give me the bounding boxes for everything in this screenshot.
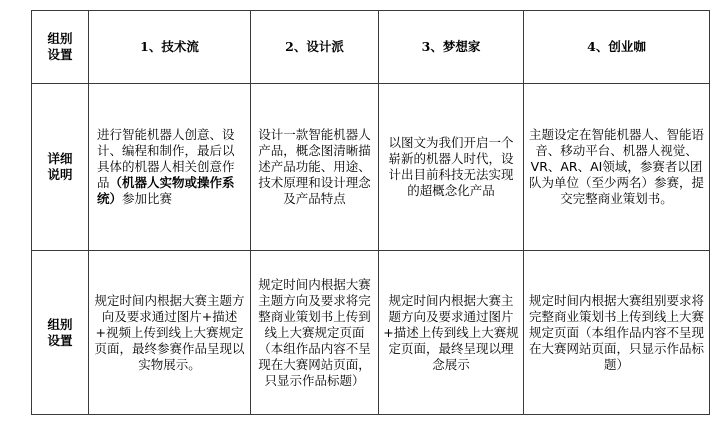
detail-cell-tech-tail-text: 参加比赛 (122, 191, 173, 206)
group-cell-tech (89, 251, 251, 415)
group-row-header-line-2: 设置 (47, 332, 73, 348)
group-cell-tech-text: 规定时间内根据大赛主题方向及要求通过图片+描述+视频上传到线上大赛规定页面，最终参赛作品呈现以实物展示。 (94, 292, 245, 372)
detail-row (32, 84, 710, 251)
corner-header-line-1: 组别 (47, 31, 73, 46)
column-header-tech: 1、技术流 (89, 11, 251, 84)
column-header-startup: 4、创业咖 (524, 11, 710, 84)
header-row (32, 11, 710, 84)
detail-row-header-line-2: 说明 (47, 167, 73, 182)
detail-cell-dream-text: 以图文为我们开启一个崭新的机器人时代，设计出目前科技无法实现的超概念化产品 (388, 135, 514, 198)
detail-cell-startup (524, 84, 710, 251)
detail-cell-tech-bold-text: （机器人实物或操作系统） (97, 175, 235, 206)
detail-row-header-line-1: 详细 (47, 151, 73, 166)
group-cell-design-text: 规定时间内根据大赛主题方向及要求将完整商业策划书上传到线上大赛规定页面（本组作品内容不呈现在大赛网站页面，只显示作品标题） (258, 276, 371, 388)
group-cell-dream-text: 规定时间内根据大赛主题方向及要求通过图片+描述上传到线上大赛规定页面，最终呈现以理念展示 (383, 292, 519, 372)
group-cell-dream (379, 251, 524, 415)
corner-header-line-2: 设置 (47, 47, 73, 62)
detail-cell-tech (89, 84, 251, 251)
detail-cell-dream (379, 84, 524, 251)
corner-header-cell (32, 11, 89, 84)
group-cell-startup (524, 251, 710, 415)
column-header-dream: 3、梦想家 (379, 11, 524, 84)
detail-cell-tech-text: 进行智能机器人创意、设计、编程和制作，最后以具体的机器人相关创意作品 (97, 127, 235, 190)
group-row (32, 251, 710, 415)
detail-cell-design (251, 84, 379, 251)
column-header-design: 2、设计派 (251, 11, 379, 84)
group-row-header-line-1: 组别 (47, 316, 73, 332)
detail-cell-design-text: 设计一款智能机器人产品，概念图清晰描述产品功能、用途、技术原理和设计理念及产品特点 (258, 127, 371, 206)
group-row-header (32, 251, 89, 415)
competition-group-table (31, 10, 710, 415)
group-cell-design (251, 251, 379, 415)
group-cell-startup-text: 规定时间内根据大赛组别要求将完整商业策划书上传到线上大赛规定页面（本组作品内容不呈现在大赛网站页面，只显示作品标题） (528, 292, 704, 372)
detail-row-header (32, 84, 89, 251)
detail-cell-startup-text: 主题设定在智能机器人、智能语音、移动平台、机器人视觉、VR、AR、AI领域，参赛者以团队为单位（至少两名）参赛，提交完整商业策划书。 (528, 127, 704, 206)
